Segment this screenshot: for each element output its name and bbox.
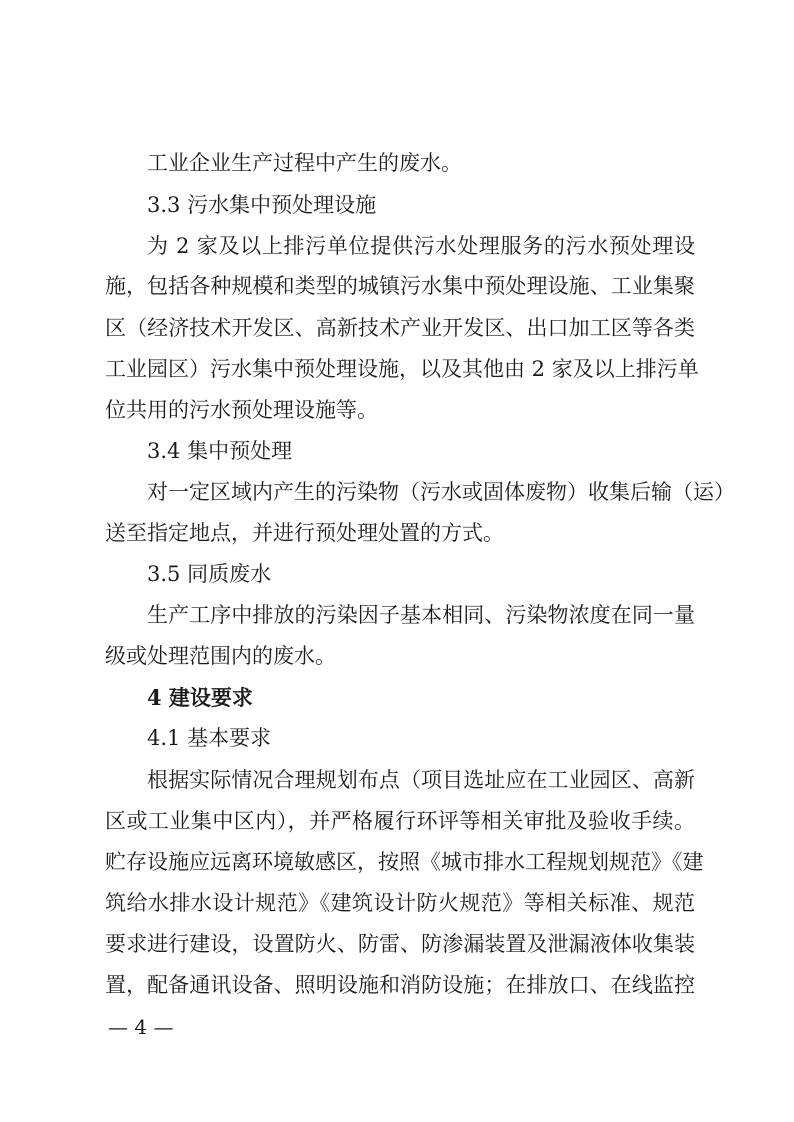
paragraph-line: 区或工业集中区内），并严格履行环评等相关审批及验收手续。 — [105, 809, 695, 833]
paragraph-line: 工业园区）污水集中预处理设施，以及其他由 2 家及以上排污单 — [105, 357, 699, 381]
paragraph-line: 生产工序中排放的污染因子基本相同、污染物浓度在同一量 — [147, 603, 695, 627]
paragraph-line: 置，配备通讯设备、照明设施和消防设施；在排放口、在线监控 — [105, 973, 695, 997]
section-heading-3-4: 3.4 集中预处理 — [147, 439, 293, 463]
paragraph-line: 级或处理范围内的废水。 — [105, 644, 336, 668]
chapter-heading-4: 4 建设要求 — [147, 685, 253, 710]
paragraph-line: 位共用的污水预处理设施等。 — [105, 398, 378, 422]
paragraph-line: 根据实际情况合理规划布点（项目选址应在工业园区、高新 — [147, 768, 695, 792]
page-number: — 4 — — [108, 1015, 174, 1039]
section-heading-3-5: 3.5 同质废水 — [147, 562, 272, 586]
paragraph-line: 要求进行建设，设置防火、防雷、防渗漏装置及泄漏液体收集装 — [105, 932, 695, 956]
paragraph-line: 为 2 家及以上排污单位提供污水处理服务的污水预处理设 — [147, 234, 695, 258]
section-heading-4-1: 4.1 基本要求 — [147, 726, 272, 750]
paragraph-line: 工业企业生产过程中产生的废水。 — [147, 151, 462, 175]
paragraph-line: 筑给水排水设计规范》《建筑设计防火规范》等相关标准、规范 — [105, 891, 695, 915]
paragraph-line: 对一定区域内产生的污染物（污水或固体废物）收集后输（运） — [147, 480, 735, 504]
section-heading-3-3: 3.3 污水集中预处理设施 — [147, 193, 377, 217]
paragraph-line: 区（经济技术开发区、高新技术产业开发区、出口加工区等各类 — [105, 316, 695, 340]
paragraph-line: 送至指定地点，并进行预处理处置的方式。 — [105, 521, 504, 545]
paragraph-line: 贮存设施应远离环境敏感区，按照《城市排水工程规划规范》《建 — [105, 850, 704, 874]
paragraph-line: 施，包括各种规模和类型的城镇污水集中预处理设施、工业集聚 — [105, 274, 695, 298]
